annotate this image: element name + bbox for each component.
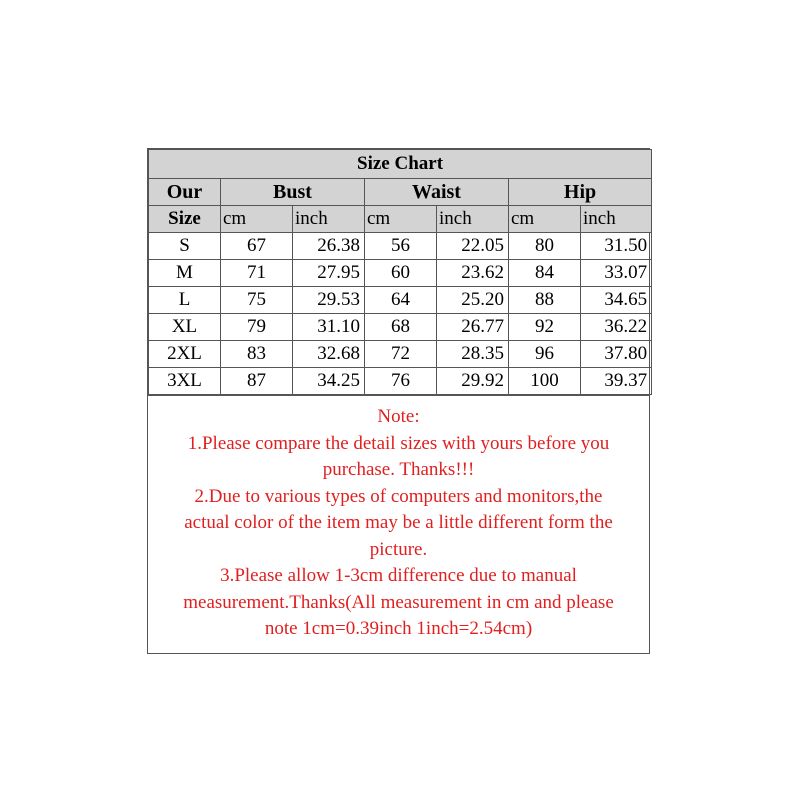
table-row	[149, 233, 652, 260]
unit-header: inch	[437, 206, 509, 233]
table-row	[149, 341, 652, 368]
waist-inch: 28.35	[437, 341, 509, 368]
note-line: 3.Please allow 1-3cm difference due to manual	[220, 565, 577, 586]
note-line: 1.Please compare the detail sizes with yours before you	[187, 432, 610, 454]
note-line: 2.Due to various types of computers and monitors,the	[194, 485, 603, 507]
waist-cm: 64	[365, 287, 437, 314]
hip-inch: 36.22	[581, 314, 652, 341]
waist-inch: 25.20	[437, 287, 509, 314]
waist-cm: 60	[365, 260, 437, 287]
bust-cm: 83	[221, 341, 293, 368]
note-line: Note:	[377, 406, 420, 427]
waist-cm: 56	[365, 233, 437, 260]
note-line: measurement.Thanks(All measurement in cm and please	[183, 591, 614, 613]
waist-inch: 22.05	[437, 233, 509, 260]
note-line: picture.	[369, 538, 428, 560]
size-label: XL	[149, 314, 221, 341]
hip-cm: 84	[509, 260, 581, 287]
bust-inch: 34.25	[293, 368, 365, 395]
note-line: note 1cm=0.39inch 1inch=2.54cm)	[264, 618, 533, 639]
bust-inch: 27.95	[293, 260, 365, 287]
unit-header: cm	[509, 206, 581, 233]
bust-inch: 26.38	[293, 233, 365, 260]
bust-cm: 87	[221, 368, 293, 395]
hip-cm: 88	[509, 287, 581, 314]
bust-inch: 32.68	[293, 341, 365, 368]
waist-header: Waist	[365, 179, 509, 206]
table-row	[149, 260, 652, 287]
table-row	[149, 368, 652, 395]
unit-header: cm	[365, 206, 437, 233]
waist-inch: 23.62	[437, 260, 509, 287]
bust-inch: 29.53	[293, 287, 365, 314]
chart-title: Size Chart	[149, 150, 652, 179]
hip-cm: 80	[509, 233, 581, 260]
bust-cm: 79	[221, 314, 293, 341]
size-label: S	[149, 233, 221, 260]
waist-cm: 72	[365, 341, 437, 368]
hip-inch: 37.80	[581, 341, 652, 368]
bust-cm: 67	[221, 233, 293, 260]
table-row	[149, 314, 652, 341]
note-line: actual color of the item may be a little different form the	[184, 512, 613, 533]
size-label: L	[149, 287, 221, 314]
waist-cm: 68	[365, 314, 437, 341]
note-line: purchase. Thanks!!!	[322, 459, 475, 480]
our-header: Our	[149, 179, 221, 206]
waist-inch: 29.92	[437, 368, 509, 395]
waist-cm: 76	[365, 368, 437, 395]
hip-inch: 31.50	[581, 233, 652, 260]
size-header: Size	[149, 206, 221, 233]
unit-header: inch	[581, 206, 652, 233]
note-section	[148, 395, 649, 653]
hip-cm: 96	[509, 341, 581, 368]
hip-inch: 39.37	[581, 368, 652, 395]
unit-header: inch	[293, 206, 365, 233]
table-row	[149, 287, 652, 314]
unit-header: cm	[221, 206, 293, 233]
size-label: 3XL	[149, 368, 221, 395]
hip-cm: 100	[509, 368, 581, 395]
bust-header: Bust	[221, 179, 365, 206]
hip-cm: 92	[509, 314, 581, 341]
bust-inch: 31.10	[293, 314, 365, 341]
size-label: 2XL	[149, 341, 221, 368]
size-label: M	[149, 260, 221, 287]
hip-header: Hip	[509, 179, 652, 206]
waist-inch: 26.77	[437, 314, 509, 341]
size-table	[148, 149, 652, 395]
hip-inch: 34.65	[581, 287, 652, 314]
size-chart	[147, 148, 650, 654]
bust-cm: 71	[221, 260, 293, 287]
hip-inch: 33.07	[581, 260, 652, 287]
bust-cm: 75	[221, 287, 293, 314]
